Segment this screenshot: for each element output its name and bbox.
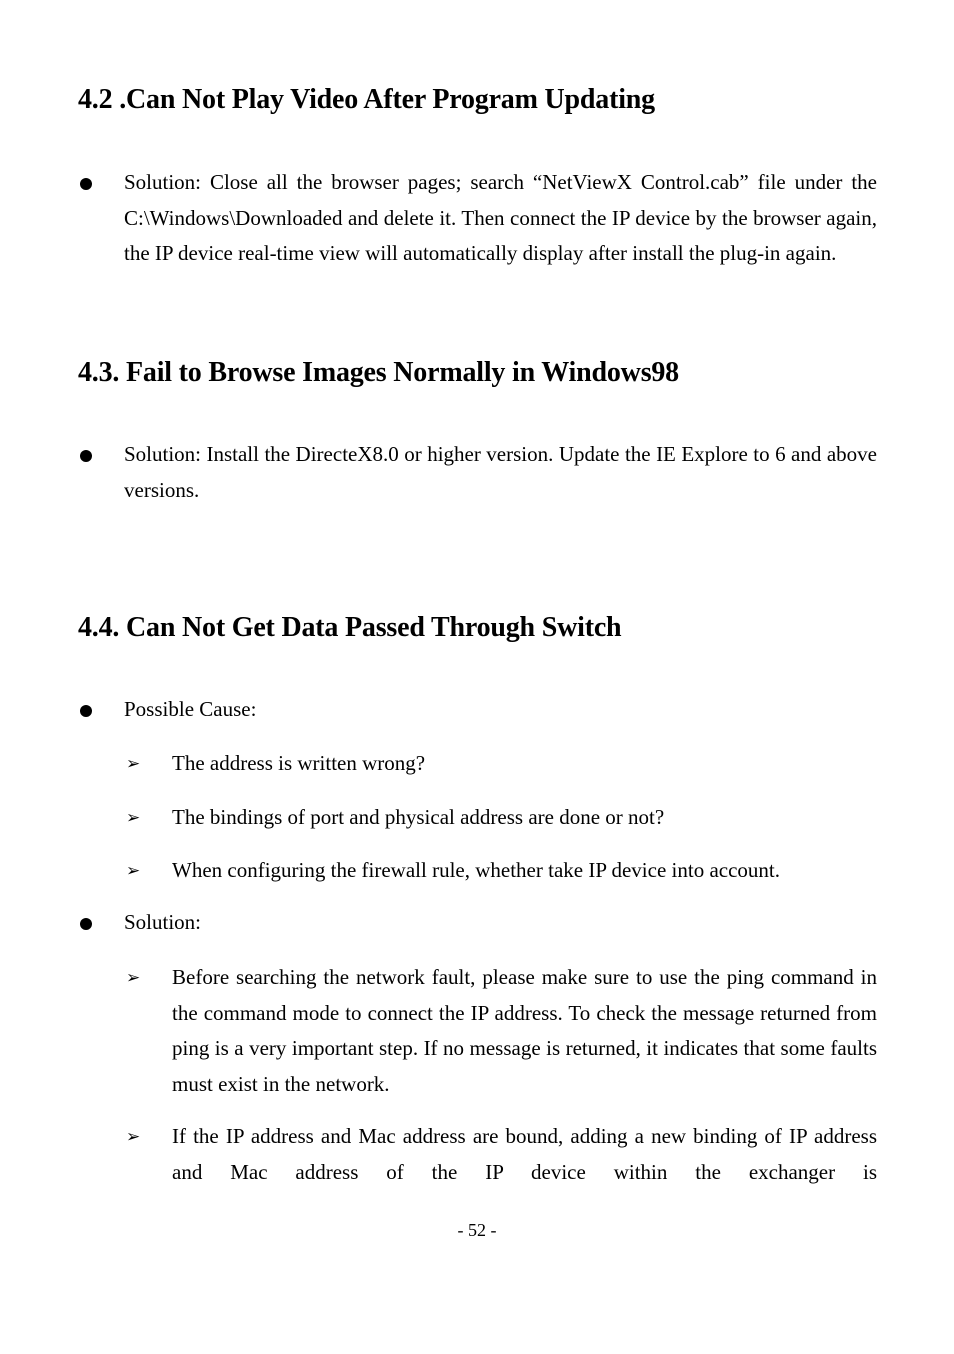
section-4-2-solution: Solution: Close all the browser pages; search “NetViewX Control.cab” file under the C:\Windows\Downloaded and delete it. Then connect the IP device by the browser again, the IP device real-time view will automatically display after install the plug-in again. (124, 170, 877, 266)
page-number: - 52 - (457, 1220, 497, 1240)
section-heading-4-2: 4.2 .Can Not Play Video After Program Updating (78, 84, 655, 115)
solution-label: Solution: (124, 910, 202, 934)
bullet-icon (80, 918, 92, 930)
cause-item-3: When configuring the firewall rule, whether take IP device into account. (172, 858, 780, 882)
arrow-bullet-icon: ➢ (126, 968, 141, 988)
section-heading-4-4: 4.4. Can Not Get Data Passed Through Switch (78, 612, 622, 643)
solution-item-1: Before searching the network fault, please make sure to use the ping command in the command mode to connect the IP address. To check the message returned from ping is a very important step. If no message is returned, it indicates that some faults must exist in the network. (172, 965, 877, 1096)
cause-item-1: The address is written wrong? (172, 751, 426, 775)
arrow-bullet-icon: ➢ (126, 1127, 141, 1147)
arrow-bullet-icon: ➢ (126, 808, 141, 828)
arrow-bullet-icon: ➢ (126, 861, 141, 881)
bullet-icon (80, 705, 92, 717)
possible-cause-label: Possible Cause: (124, 697, 257, 721)
section-4-3-solution: Solution: Install the DirecteX8.0 or higher version. Update the IE Explore to 6 and above versions. (124, 442, 877, 502)
cause-item-2: The bindings of port and physical address are done or not? (172, 805, 665, 829)
bullet-icon (80, 178, 92, 190)
arrow-bullet-icon: ➢ (126, 754, 141, 774)
bullet-icon (80, 450, 92, 462)
section-heading-4-3: 4.3. Fail to Browse Images Normally in Windows98 (78, 357, 679, 388)
solution-item-2: If the IP address and Mac address are bound, adding a new binding of IP address and Mac address of the IP device within the exchanger is (172, 1124, 877, 1184)
